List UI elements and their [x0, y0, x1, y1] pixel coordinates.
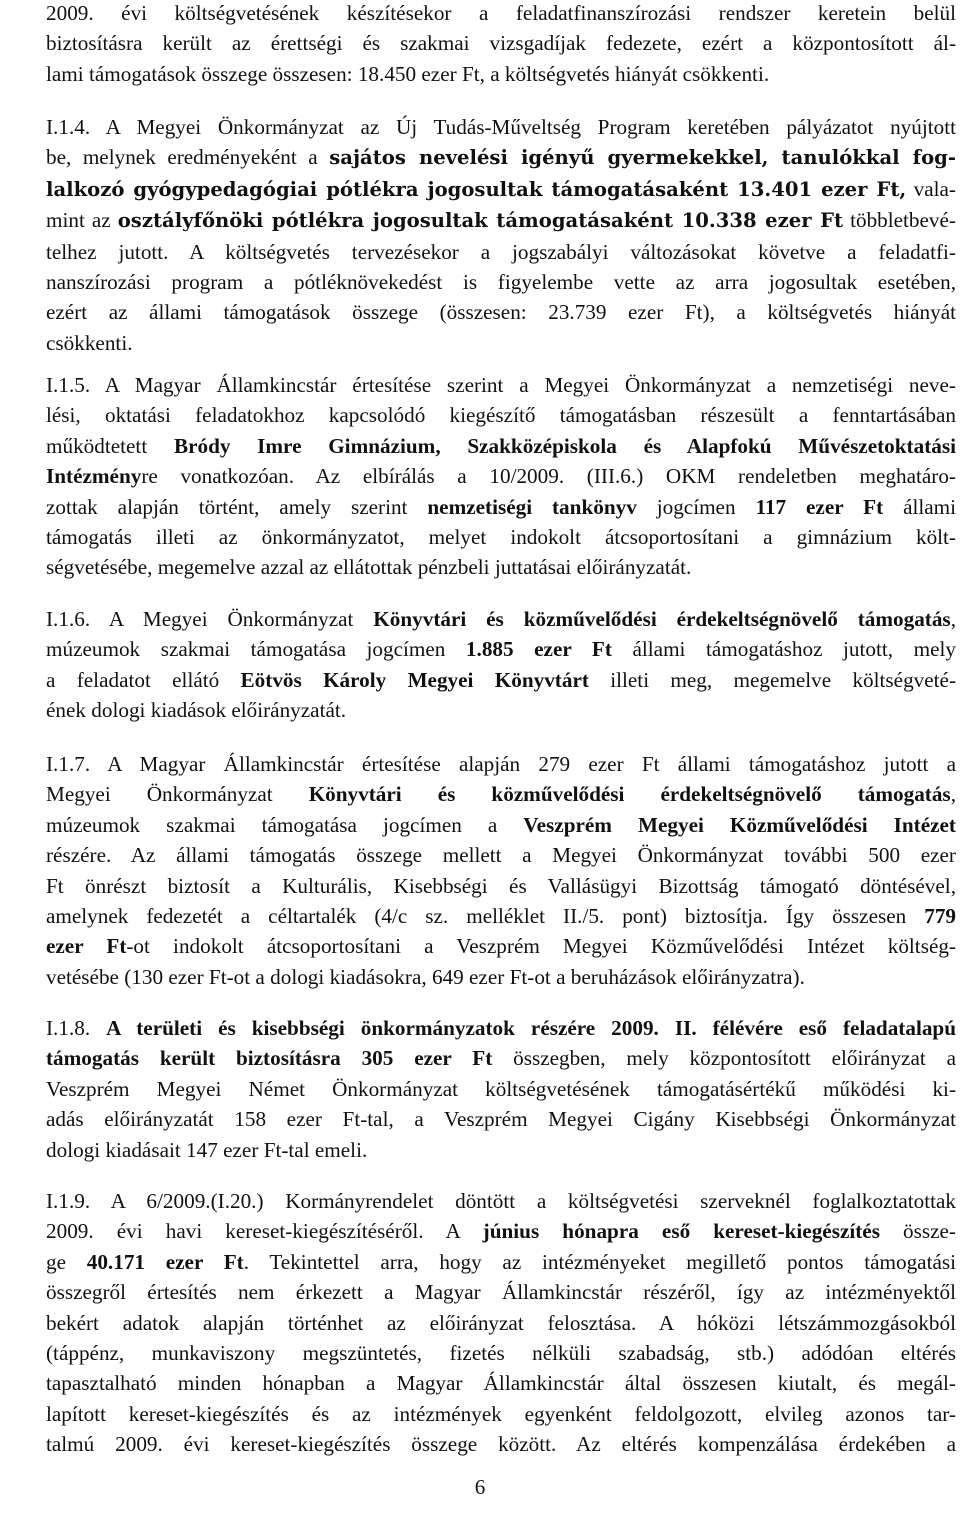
text-line [46, 665, 956, 695]
bold-run: Veszprém Megyei Közművelődési Intézet [523, 812, 956, 837]
text-line: I.1.7. A Magyar Államkincstár értesítése alapján 279 ezer Ft állami támogatáshoz jutott a [46, 752, 956, 776]
text-run: I.1.6. A Megyei Önkormányzat [46, 607, 374, 631]
text-line: I.1.4. A Megyei Önkormányzat az Új Tudás-Műveltség Program keretében pályázatot nyújtott [46, 115, 956, 139]
text-run: , [950, 782, 956, 807]
text-run: , [950, 607, 956, 631]
text-line: csökkenti. [46, 330, 133, 355]
text-run: állami támogatáshoz jutott, mely [611, 637, 956, 662]
bold-run: Eötvös Károly Megyei Könyvtárt [240, 667, 589, 692]
text-run: -ot indokolt átcsoportosítani a Veszprém Megyei Közművelődési Intézet költség- [126, 934, 956, 959]
text-run: be, melynek eredményeként a [46, 145, 330, 170]
text-line: támogatás illeti az önkormányzatot, melyet indokolt átcsoportosítani a gimnázium költ- [46, 525, 956, 550]
text-line: I.1.9. A 6/2009.(I.20.) Kormányrendelet döntött a költségvetési szerveknél foglalkoztatottak [46, 1189, 956, 1213]
text-run: összegben, mely központosított előirányzat a [492, 1046, 956, 1071]
text-run: ge [46, 1249, 87, 1274]
text-line [46, 1216, 956, 1246]
text-line: lapított kereset-kiegészítés és az intézmények egyenként feldolgozott, elvileg azonos tar- [46, 1401, 956, 1426]
text-line: talmú 2009. évi kereset-kiegészítés összege között. Az eltérés kompenzálása érdekében a [46, 1432, 956, 1457]
text-line: ének dologi kiadások előirányzatát. [46, 698, 347, 723]
text-run: állami [883, 494, 957, 519]
text-line [46, 174, 956, 205]
bold-run: Könyvtári és közművelődési érdekeltségnövelő támogatás [373, 607, 951, 631]
section-i-1-5 [46, 370, 956, 583]
bold-run: 779 [924, 904, 956, 929]
section-i-1-4 [46, 112, 956, 358]
text-line: vetésébe (130 ezer Ft-ot a dologi kiadásokra, 649 ezer Ft-ot a beruházások előirányzatra). [46, 964, 805, 989]
text-line: dologi kiadásait 147 ezer Ft-tal emeli. [46, 1137, 368, 1162]
text-line [46, 901, 956, 931]
section-i-1-9 [46, 1186, 956, 1460]
text-run: amelynek fedezetét a céltartalék (4/c sz. melléklet II./5. pont) biztosítja. Így összesen [46, 904, 925, 929]
bold-run: osztályfőnöki pótlékra jogosultak támogatásaként 10.338 ezer Ft [117, 209, 844, 233]
text-line [46, 634, 956, 664]
text-run: múzeumok szakmai támogatása jogcímen [46, 637, 466, 662]
bold-run: 1.885 ezer Ft [465, 637, 612, 662]
text-line: (táppénz, munkaviszony megszüntetés, fizetés nélküli szabadság, stb.) adódóan eltérés [46, 1341, 956, 1366]
text-line: lami támogatások összege összesen: 18.450 ezer Ft, a költségvetés hiányát csökkenti. [46, 61, 770, 86]
text-run: múzeumok szakmai támogatása jogcímen a [46, 812, 524, 837]
section-i-1-7 [46, 749, 956, 992]
text-line [46, 810, 956, 840]
text-line: telhez jutott. A költségvetés tervezésekor a jogszabályi változásokat követve a feladatfi- [46, 239, 956, 264]
bold-run: sajátos nevelési igényű gyermekekkel, tanulókkal fog- [329, 146, 956, 170]
text-line [46, 431, 956, 461]
text-run: Megyei Önkormányzat [46, 782, 309, 807]
bold-run: Könyvtári és közművelődési érdekeltségnövelő támogatás [308, 782, 951, 807]
text-line: lési, oktatási feladatokhoz kapcsolódó kiegészítő támogatásban részesült a fenntartásában [46, 403, 956, 428]
text-line: 2009. évi költségvetésének készítésekor a feladatfinanszírozási rendszer keretein belül [46, 1, 956, 25]
bold-run: lalkozó gyógypedagógiai pótlékra jogosultak támogatásaként 13.401 ezer Ft, [46, 177, 907, 201]
text-line [46, 1013, 956, 1043]
text-run: össze- [879, 1219, 956, 1244]
text-run: illeti meg, megemelve költségveté- [588, 667, 957, 692]
text-line: összegről értesítés nem érkezett a Magyar Államkincstár részéről, így az intézményektől [46, 1280, 956, 1305]
text-line [46, 1043, 956, 1073]
text-line: ezért az állami támogatások összege (összesen: 23.739 ezer Ft), a költségvetés hiányát [46, 300, 956, 325]
bold-run: Intézmény [46, 464, 142, 489]
text-line [46, 931, 956, 961]
text-line [46, 461, 956, 491]
text-line [46, 205, 956, 236]
bold-run: 40.171 ezer Ft [86, 1249, 244, 1274]
text-run: működtetett [46, 433, 174, 458]
text-line [46, 779, 956, 809]
bold-run: Bródy Imre Gimnázium, Szakközépiskola és Alapfokú Művészetoktatási [173, 433, 956, 458]
bold-run: 117 ezer Ft [755, 494, 884, 519]
text-line: tapasztalható minden hónapban a Magyar Államkincstár által összesen kiutalt, és megál- [46, 1371, 956, 1396]
section-i-1-6 [46, 604, 956, 726]
bold-run: A területi és kisebbségi önkormányzatok részére 2009. II. félévére eső feladatalapú [106, 1016, 957, 1040]
text-run: zottak alapján történt, amely szerint [46, 494, 428, 519]
text-line: adás előirányzatát 158 ezer Ft-tal, a Veszprém Megyei Cigány Kisebbségi Önkormányzat [46, 1107, 956, 1132]
text-line: biztosításra került az érettségi és szakmai vizsgadíjak fedezete, ezért a központosított ál- [46, 31, 956, 56]
text-line [46, 492, 956, 522]
text-run: . Tekintettel arra, hogy az intézményeket megillető pontos támogatási [243, 1249, 957, 1274]
text-run: 2009. évi havi kereset-kiegészítéséről. A [46, 1219, 483, 1244]
text-run: a feladatot ellátó [46, 667, 241, 692]
text-line: I.1.5. A Magyar Államkincstár értesítése szerint a Megyei Önkormányzat a nemzetiségi neve- [46, 373, 956, 397]
text-run: I.1.8. [46, 1016, 107, 1040]
section-i-1-8 [46, 1013, 956, 1165]
bold-run: ezer Ft [46, 934, 127, 959]
text-line [46, 142, 956, 173]
bold-run: támogatás került biztosításra 305 ezer Ft [46, 1046, 493, 1071]
text-run: mint az [46, 208, 118, 233]
text-line [46, 604, 956, 634]
text-line [46, 1247, 956, 1277]
text-line: részére. Az állami támogatás összege mellett a Megyei Önkormányzat további 500 ezer [46, 843, 956, 868]
page-number: 6 [474, 1475, 486, 1499]
text-line: Veszprém Megyei Német Önkormányzat költségvetésének támogatásértékű működési ki- [46, 1076, 956, 1101]
text-line: nanszírozási program a pótléknövekedést is figyelembe vette az arra jogosultak esetében, [46, 270, 956, 295]
text-run: re vonatkozóan. Az elbírálás a 10/2009. (III.6.) OKM rendeletben meghatáro- [141, 464, 956, 489]
text-line: Ft önrészt biztosít a Kulturális, Kisebbségi és Vallásügyi Bizottság támogató döntésével, [46, 873, 956, 898]
bold-run: június hónapra eső kereset-kiegészítés [482, 1219, 880, 1244]
bold-run: nemzetiségi tankönyv [427, 494, 637, 519]
text-run: jogcímen [636, 494, 756, 519]
paragraph-intro [46, 0, 956, 89]
text-line: ségvetésébe, megemelve azzal az ellátottak pénzbeli juttatásai előirányzatát. [46, 555, 692, 580]
text-run: vala- [906, 176, 956, 201]
text-run: többletbevé- [843, 208, 956, 233]
text-line: bekért adatok alapján történhet az előirányzat felosztása. A hóközi létszámmozgásokból [46, 1310, 956, 1335]
